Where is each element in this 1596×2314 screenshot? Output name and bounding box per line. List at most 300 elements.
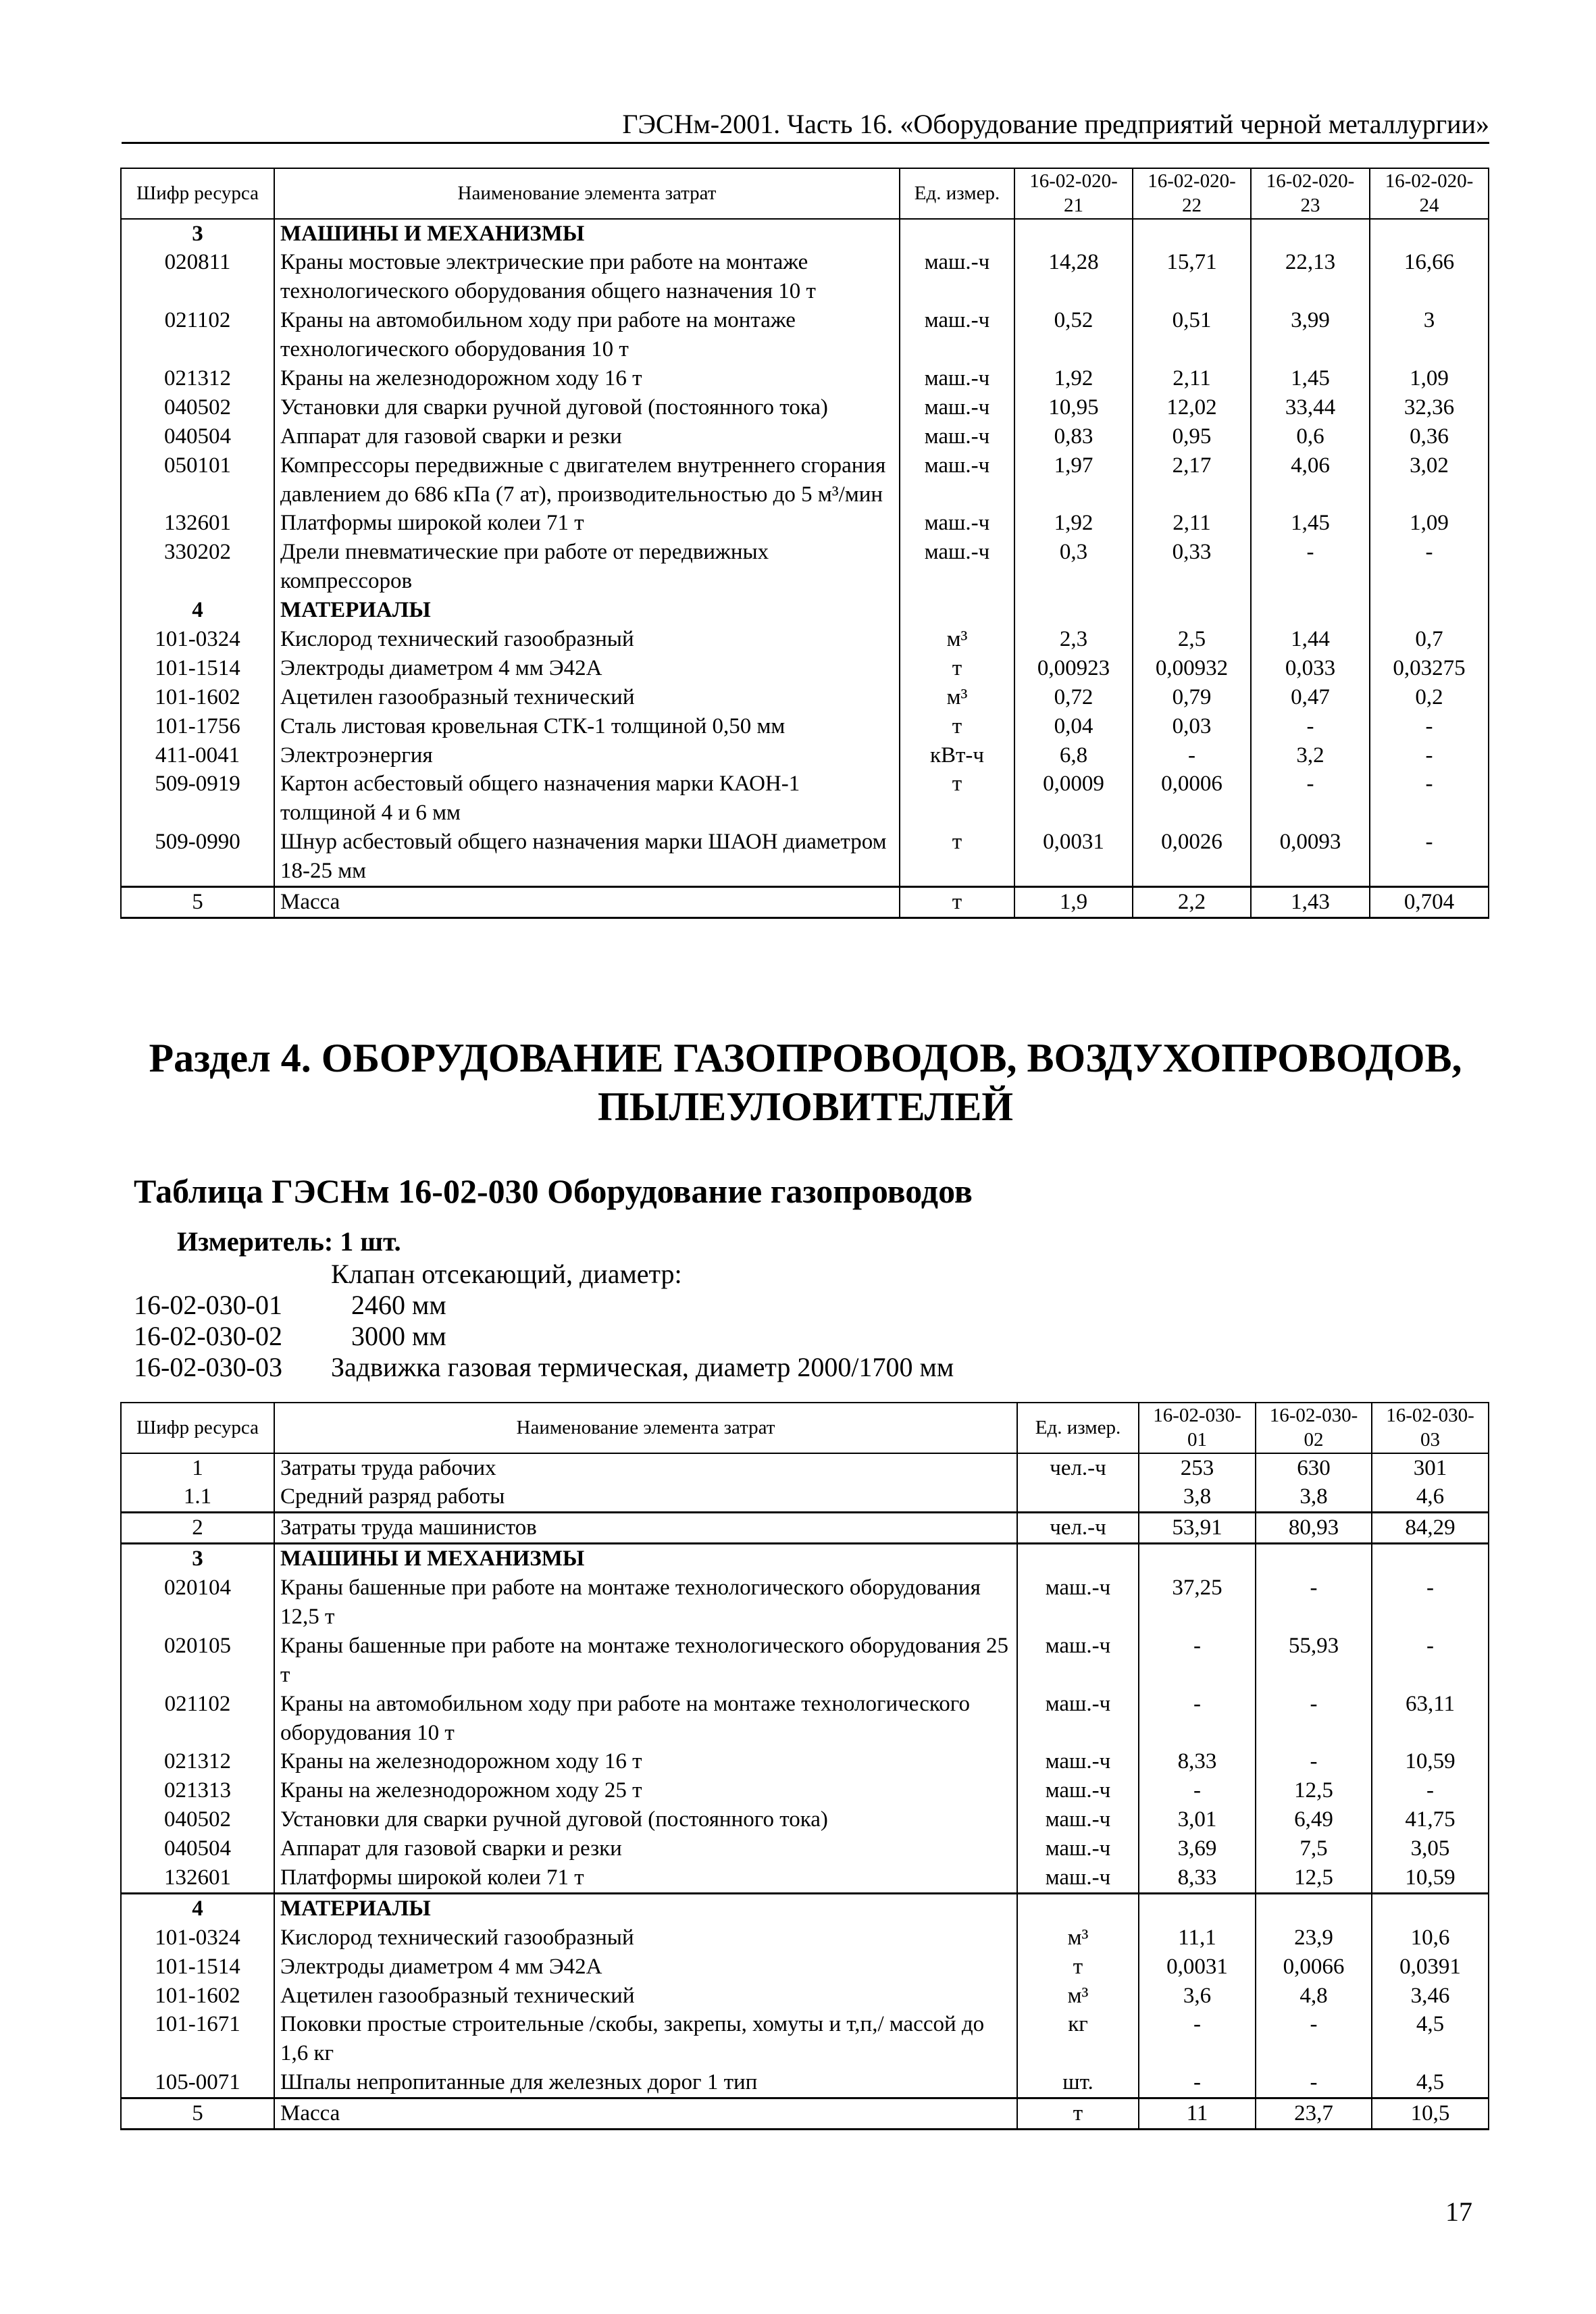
cost-element-cell: Электроды диаметром 4 мм Э42А bbox=[274, 1953, 1017, 1982]
item-text: 3000 мм bbox=[351, 1321, 446, 1351]
resource-code-cell: 101-1756 bbox=[121, 712, 274, 741]
cost-element-cell: Краны на автомобильном ходу при работе на монтаже технологического оборудования 10 т bbox=[274, 306, 900, 364]
value-cell: - bbox=[1256, 2068, 1372, 2098]
cost-element-cell: Краны на железнодорожном ходу 16 т bbox=[274, 364, 900, 393]
unit-cell: чел.-ч bbox=[1017, 1513, 1139, 1544]
unit-cell: т bbox=[900, 712, 1014, 741]
cost-element-cell: Масса bbox=[274, 886, 900, 917]
value-cell bbox=[1256, 1544, 1372, 1574]
value-cell: 3,6 bbox=[1139, 1982, 1256, 2011]
value-cell: 2,2 bbox=[1133, 886, 1251, 917]
cost-element-cell: Шнур асбестовый общего назначения марки ШАОН диаметром 18-25 мм bbox=[274, 828, 900, 886]
resource-code-cell: 3 bbox=[121, 1544, 274, 1574]
value-cell: 63,11 bbox=[1372, 1690, 1489, 1748]
unit-cell: шт. bbox=[1017, 2068, 1139, 2098]
value-cell: - bbox=[1256, 2010, 1372, 2068]
value-cell bbox=[1133, 219, 1251, 249]
cost-element-cell: МАШИНЫ И МЕХАНИЗМЫ bbox=[274, 1544, 1017, 1574]
value-cell: 0,0093 bbox=[1251, 828, 1370, 886]
unit-cell: чел.-ч bbox=[1017, 1453, 1139, 1483]
section-title: Раздел 4. ОБОРУДОВАНИЕ ГАЗОПРОВОДОВ, ВОЗДУХОПРОВОДОВ, ПЫЛЕУЛОВИТЕЛЕЙ bbox=[149, 1036, 1462, 1129]
cost-element-cell: Электроэнергия bbox=[274, 741, 900, 770]
resource-code-cell: 101-1671 bbox=[121, 2010, 274, 2068]
table-row bbox=[121, 1544, 1489, 1574]
value-cell: 0,6 bbox=[1251, 422, 1370, 451]
table-row bbox=[121, 596, 1489, 625]
table-row bbox=[121, 2098, 1489, 2130]
unit-cell bbox=[900, 596, 1014, 625]
resource-code-cell: 3 bbox=[121, 219, 274, 249]
value-cell: 3,2 bbox=[1251, 741, 1370, 770]
value-cell bbox=[1133, 596, 1251, 625]
value-cell: - bbox=[1370, 538, 1489, 596]
unit-cell: м³ bbox=[1017, 1923, 1139, 1953]
unit-cell: т bbox=[900, 654, 1014, 683]
value-cell: - bbox=[1372, 1776, 1489, 1805]
unit-cell: маш.-ч bbox=[1017, 1863, 1139, 1893]
table-row bbox=[121, 1482, 1489, 1512]
cost-element-cell: Масса bbox=[274, 2098, 1017, 2130]
resource-code-cell: 101-0324 bbox=[121, 625, 274, 654]
resource-code-cell: 021102 bbox=[121, 1690, 274, 1748]
value-cell: 0,3 bbox=[1014, 538, 1133, 596]
resource-code-cell: 021312 bbox=[121, 364, 274, 393]
unit-cell: т bbox=[900, 828, 1014, 886]
unit-cell: кВт-ч bbox=[900, 741, 1014, 770]
col-header-name: Наименование элемента затрат bbox=[274, 168, 900, 219]
value-cell bbox=[1139, 1544, 1256, 1574]
cost-element-cell: Краны мостовые электрические при работе на монтаже технологического оборудования общего назначения 10 т bbox=[274, 248, 900, 306]
resource-code-cell: 020104 bbox=[121, 1574, 274, 1632]
value-cell: 3,8 bbox=[1139, 1482, 1256, 1512]
value-cell: 23,7 bbox=[1256, 2098, 1372, 2130]
table-row bbox=[121, 712, 1489, 741]
unit-cell: маш.-ч bbox=[900, 422, 1014, 451]
item-code: 16-02-030-01 bbox=[134, 1290, 282, 1320]
col-header-unit: Ед. измер. bbox=[900, 168, 1014, 219]
resource-code-cell: 101-1602 bbox=[121, 683, 274, 712]
value-cell bbox=[1251, 219, 1370, 249]
value-cell: 0,95 bbox=[1133, 422, 1251, 451]
value-cell: - bbox=[1370, 712, 1489, 741]
resource-code-cell: 021312 bbox=[121, 1747, 274, 1776]
value-cell: 15,71 bbox=[1133, 248, 1251, 306]
value-cell: 7,5 bbox=[1256, 1834, 1372, 1863]
unit-cell: маш.-ч bbox=[1017, 1776, 1139, 1805]
table-row bbox=[121, 1893, 1489, 1923]
value-cell: 10,95 bbox=[1014, 393, 1133, 422]
unit-cell: маш.-ч bbox=[900, 364, 1014, 393]
value-cell: - bbox=[1251, 770, 1370, 828]
value-cell: - bbox=[1139, 1632, 1256, 1690]
unit-cell: маш.-ч bbox=[1017, 1690, 1139, 1748]
table-row bbox=[121, 1863, 1489, 1893]
resource-code-cell: 105-0071 bbox=[121, 2068, 274, 2098]
resource-code-cell: 509-0919 bbox=[121, 770, 274, 828]
cost-element-cell: Картон асбестовый общего назначения марки КАОН-1 толщиной 4 и 6 мм bbox=[274, 770, 900, 828]
value-cell: 2,5 bbox=[1133, 625, 1251, 654]
table1-body bbox=[121, 219, 1489, 918]
resource-code-cell: 101-1514 bbox=[121, 1953, 274, 1982]
resource-code-cell: 5 bbox=[121, 2098, 274, 2130]
unit-cell: маш.-ч bbox=[900, 248, 1014, 306]
unit-cell: маш.-ч bbox=[1017, 1747, 1139, 1776]
table-row bbox=[121, 1923, 1489, 1953]
value-cell: 1,92 bbox=[1014, 509, 1133, 538]
table-row bbox=[121, 741, 1489, 770]
value-cell: 16,66 bbox=[1370, 248, 1489, 306]
value-cell: 6,49 bbox=[1256, 1805, 1372, 1834]
value-cell bbox=[1370, 596, 1489, 625]
value-cell: - bbox=[1256, 1574, 1372, 1632]
resource-code-cell: 021102 bbox=[121, 306, 274, 364]
value-cell: 1,92 bbox=[1014, 364, 1133, 393]
value-cell: 2,17 bbox=[1133, 451, 1251, 509]
value-cell: - bbox=[1139, 1776, 1256, 1805]
col-header-030-02: 16-02-030-02 bbox=[1256, 1403, 1372, 1453]
value-cell: 2,11 bbox=[1133, 364, 1251, 393]
value-cell bbox=[1014, 596, 1133, 625]
table-row bbox=[121, 1776, 1489, 1805]
resource-code-cell: 040504 bbox=[121, 1834, 274, 1863]
resource-code-cell: 132601 bbox=[121, 509, 274, 538]
value-cell: 84,29 bbox=[1372, 1513, 1489, 1544]
table-row bbox=[121, 422, 1489, 451]
col-header-code: Шифр ресурса bbox=[121, 168, 274, 219]
cost-element-cell: МАШИНЫ И МЕХАНИЗМЫ bbox=[274, 219, 900, 249]
unit-cell: т bbox=[900, 770, 1014, 828]
col-header-code: Шифр ресурса bbox=[121, 1403, 274, 1453]
table-row bbox=[121, 538, 1489, 596]
resource-code-cell: 020105 bbox=[121, 1632, 274, 1690]
value-cell: - bbox=[1372, 1574, 1489, 1632]
resource-code-cell: 4 bbox=[121, 596, 274, 625]
value-cell: 3,8 bbox=[1256, 1482, 1372, 1512]
value-cell: 1,43 bbox=[1251, 886, 1370, 917]
value-cell bbox=[1139, 1893, 1256, 1923]
value-cell: 0,51 bbox=[1133, 306, 1251, 364]
value-cell: 11 bbox=[1139, 2098, 1256, 2130]
cost-element-cell: Установки для сварки ручной дуговой (постоянного тока) bbox=[274, 393, 900, 422]
value-cell: 33,44 bbox=[1251, 393, 1370, 422]
resource-code-cell: 1.1 bbox=[121, 1482, 274, 1512]
unit-cell: маш.-ч bbox=[1017, 1574, 1139, 1632]
value-cell: 0,04 bbox=[1014, 712, 1133, 741]
value-cell: 12,5 bbox=[1256, 1776, 1372, 1805]
resource-code-cell: 5 bbox=[121, 886, 274, 917]
item-text: 2460 мм bbox=[351, 1290, 446, 1320]
cost-element-cell: Платформы широкой колеи 71 т bbox=[274, 509, 900, 538]
value-cell bbox=[1256, 1893, 1372, 1923]
resource-code-cell: 132601 bbox=[121, 1863, 274, 1893]
resource-code-cell: 330202 bbox=[121, 538, 274, 596]
table-row bbox=[121, 2010, 1489, 2068]
value-cell: 0,0031 bbox=[1014, 828, 1133, 886]
table-title: Таблица ГЭСНм 16-02-030 Оборудование газопроводов bbox=[134, 1172, 973, 1210]
col-header-name: Наименование элемента затрат bbox=[274, 1403, 1017, 1453]
value-cell: 0,0006 bbox=[1133, 770, 1251, 828]
cost-element-cell: Ацетилен газообразный технический bbox=[274, 683, 900, 712]
value-cell: 253 bbox=[1139, 1453, 1256, 1483]
value-cell: 37,25 bbox=[1139, 1574, 1256, 1632]
cost-element-cell: Ацетилен газообразный технический bbox=[274, 1982, 1017, 2011]
value-cell: 0,033 bbox=[1251, 654, 1370, 683]
value-cell: 0,00923 bbox=[1014, 654, 1133, 683]
table-row bbox=[121, 248, 1489, 306]
value-cell: 3,46 bbox=[1372, 1982, 1489, 2011]
cost-element-cell: Кислород технический газообразный bbox=[274, 625, 900, 654]
value-cell: 0,03 bbox=[1133, 712, 1251, 741]
table-row bbox=[121, 770, 1489, 828]
table-row bbox=[121, 625, 1489, 654]
table-row bbox=[121, 1747, 1489, 1776]
resource-code-cell: 101-1602 bbox=[121, 1982, 274, 2011]
value-cell: 1,9 bbox=[1014, 886, 1133, 917]
table-row bbox=[121, 509, 1489, 538]
table-row bbox=[121, 219, 1489, 249]
value-cell: 0,33 bbox=[1133, 538, 1251, 596]
value-cell: 4,8 bbox=[1256, 1982, 1372, 2011]
cost-element-cell: Установки для сварки ручной дуговой (постоянного тока) bbox=[274, 1805, 1017, 1834]
value-cell: - bbox=[1139, 1690, 1256, 1748]
table-row bbox=[121, 1453, 1489, 1483]
resource-code-cell: 040504 bbox=[121, 422, 274, 451]
value-cell: 0,36 bbox=[1370, 422, 1489, 451]
col-header-020-22: 16-02-020-22 bbox=[1133, 168, 1251, 219]
col-header-030-03: 16-02-030-03 bbox=[1372, 1403, 1489, 1453]
value-cell: 3,01 bbox=[1139, 1805, 1256, 1834]
value-cell: - bbox=[1251, 538, 1370, 596]
value-cell: 301 bbox=[1372, 1453, 1489, 1483]
value-cell: 0,0066 bbox=[1256, 1953, 1372, 1982]
measure-unit: Измеритель: 1 шт. bbox=[177, 1226, 401, 1257]
unit-cell: маш.-ч bbox=[900, 451, 1014, 509]
col-header-030-01: 16-02-030-01 bbox=[1139, 1403, 1256, 1453]
value-cell: 0,0391 bbox=[1372, 1953, 1489, 1982]
resource-table-16-02-030 bbox=[120, 1402, 1489, 2130]
value-cell: 0,47 bbox=[1251, 683, 1370, 712]
value-cell: - bbox=[1133, 741, 1251, 770]
table-row bbox=[121, 828, 1489, 886]
resource-table-16-02-020 bbox=[120, 168, 1489, 919]
cost-element-cell: Электроды диаметром 4 мм Э42А bbox=[274, 654, 900, 683]
value-cell: 1,09 bbox=[1370, 364, 1489, 393]
value-cell: 3,02 bbox=[1370, 451, 1489, 509]
value-cell: 0,0009 bbox=[1014, 770, 1133, 828]
table-row bbox=[121, 1953, 1489, 1982]
unit-cell: маш.-ч bbox=[1017, 1805, 1139, 1834]
value-cell: - bbox=[1370, 828, 1489, 886]
value-cell: 1,97 bbox=[1014, 451, 1133, 509]
value-cell: - bbox=[1370, 741, 1489, 770]
unit-cell: т bbox=[1017, 2098, 1139, 2130]
value-cell: - bbox=[1251, 712, 1370, 741]
table-row bbox=[121, 1690, 1489, 1748]
table-row bbox=[121, 654, 1489, 683]
cost-element-cell: Кислород технический газообразный bbox=[274, 1923, 1017, 1953]
value-cell: 22,13 bbox=[1251, 248, 1370, 306]
col-header-020-21: 16-02-020-21 bbox=[1014, 168, 1133, 219]
resource-code-cell: 021313 bbox=[121, 1776, 274, 1805]
value-cell bbox=[1251, 596, 1370, 625]
unit-cell: маш.-ч bbox=[900, 393, 1014, 422]
value-cell: 0,72 bbox=[1014, 683, 1133, 712]
unit-cell: маш.-ч bbox=[900, 538, 1014, 596]
resource-code-cell: 101-1514 bbox=[121, 654, 274, 683]
item-code: 16-02-030-03 bbox=[134, 1352, 282, 1382]
cost-element-cell: Краны на автомобильном ходу при работе на монтаже технологического оборудования 10 т bbox=[274, 1690, 1017, 1748]
value-cell: 0,00932 bbox=[1133, 654, 1251, 683]
cost-element-cell: Аппарат для газовой сварки и резки bbox=[274, 1834, 1017, 1863]
value-cell: 2,11 bbox=[1133, 509, 1251, 538]
resource-code-cell: 020811 bbox=[121, 248, 274, 306]
unit-cell: маш.-ч bbox=[1017, 1632, 1139, 1690]
unit-cell: кг bbox=[1017, 2010, 1139, 2068]
value-cell: 6,8 bbox=[1014, 741, 1133, 770]
resource-code-cell: 411-0041 bbox=[121, 741, 274, 770]
value-cell: 80,93 bbox=[1256, 1513, 1372, 1544]
value-cell: 1,45 bbox=[1251, 364, 1370, 393]
unit-cell: т bbox=[1017, 1953, 1139, 1982]
value-cell: 4,5 bbox=[1372, 2068, 1489, 2098]
group-caption: Клапан отсекающий, диаметр: bbox=[331, 1259, 682, 1289]
value-cell: 10,59 bbox=[1372, 1747, 1489, 1776]
value-cell: 0,7 bbox=[1370, 625, 1489, 654]
value-cell: 8,33 bbox=[1139, 1863, 1256, 1893]
value-cell: - bbox=[1139, 2068, 1256, 2098]
unit-cell bbox=[1017, 1893, 1139, 1923]
value-cell: - bbox=[1372, 1632, 1489, 1690]
unit-cell: м³ bbox=[900, 683, 1014, 712]
value-cell bbox=[1372, 1544, 1489, 1574]
cost-element-cell: МАТЕРИАЛЫ bbox=[274, 1893, 1017, 1923]
cost-element-cell: Поковки простые строительные /скобы, закрепы, хомуты и т,п,/ массой до 1,6 кг bbox=[274, 2010, 1017, 2068]
item-text: Задвижка газовая термическая, диаметр 2000/1700 мм bbox=[331, 1352, 954, 1382]
unit-cell: маш.-ч bbox=[900, 306, 1014, 364]
value-cell: 0,79 bbox=[1133, 683, 1251, 712]
col-header-unit: Ед. измер. bbox=[1017, 1403, 1139, 1453]
value-cell: 2,3 bbox=[1014, 625, 1133, 654]
unit-cell bbox=[1017, 1544, 1139, 1574]
value-cell: 3 bbox=[1370, 306, 1489, 364]
value-cell: 0,704 bbox=[1370, 886, 1489, 917]
value-cell: 1,45 bbox=[1251, 509, 1370, 538]
unit-cell: м³ bbox=[900, 625, 1014, 654]
unit-cell: т bbox=[900, 886, 1014, 917]
value-cell: 14,28 bbox=[1014, 248, 1133, 306]
resource-code-cell: 2 bbox=[121, 1513, 274, 1544]
value-cell: 53,91 bbox=[1139, 1513, 1256, 1544]
value-cell: 4,5 bbox=[1372, 2010, 1489, 2068]
value-cell: 55,93 bbox=[1256, 1632, 1372, 1690]
unit-cell: м³ bbox=[1017, 1982, 1139, 2011]
cost-element-cell: Средний разряд работы bbox=[274, 1482, 1017, 1512]
resource-code-cell: 050101 bbox=[121, 451, 274, 509]
value-cell: 10,59 bbox=[1372, 1863, 1489, 1893]
value-cell: 4,06 bbox=[1251, 451, 1370, 509]
cost-element-cell: Затраты труда рабочих bbox=[274, 1453, 1017, 1483]
cost-element-cell: Шпалы непропитанные для железных дорог 1 тип bbox=[274, 2068, 1017, 2098]
value-cell: 0,2 bbox=[1370, 683, 1489, 712]
table-row bbox=[121, 1805, 1489, 1834]
resource-code-cell: 1 bbox=[121, 1453, 274, 1483]
table-row bbox=[121, 1632, 1489, 1690]
value-cell: 10,5 bbox=[1372, 2098, 1489, 2130]
value-cell: 12,5 bbox=[1256, 1863, 1372, 1893]
running-header: ГЭСНм-2001. Часть 16. «Оборудование предприятий черной металлургии» bbox=[122, 107, 1489, 144]
cost-element-cell: Краны башенные при работе на монтаже технологического оборудования 12,5 т bbox=[274, 1574, 1017, 1632]
table-row bbox=[121, 1513, 1489, 1544]
value-cell: - bbox=[1256, 1690, 1372, 1748]
resource-code-cell: 4 bbox=[121, 1893, 274, 1923]
value-cell: 32,36 bbox=[1370, 393, 1489, 422]
value-cell bbox=[1014, 219, 1133, 249]
resource-code-cell: 040502 bbox=[121, 1805, 274, 1834]
value-cell: 3,99 bbox=[1251, 306, 1370, 364]
col-header-020-24: 16-02-020-24 bbox=[1370, 168, 1489, 219]
value-cell: 0,52 bbox=[1014, 306, 1133, 364]
item-code: 16-02-030-02 bbox=[134, 1321, 282, 1351]
value-cell bbox=[1370, 219, 1489, 249]
cost-element-cell: Аппарат для газовой сварки и резки bbox=[274, 422, 900, 451]
value-cell: 10,6 bbox=[1372, 1923, 1489, 1953]
value-cell: 23,9 bbox=[1256, 1923, 1372, 1953]
resource-code-cell: 509-0990 bbox=[121, 828, 274, 886]
unit-cell: маш.-ч bbox=[900, 509, 1014, 538]
resource-code-cell: 040502 bbox=[121, 393, 274, 422]
cost-element-cell: Дрели пневматические при работе от передвижных компрессоров bbox=[274, 538, 900, 596]
cost-element-cell: Платформы широкой колеи 71 т bbox=[274, 1863, 1017, 1893]
cost-element-cell: Затраты труда машинистов bbox=[274, 1513, 1017, 1544]
cost-element-cell: Компрессоры передвижные с двигателем внутреннего сгорания давлением до 686 кПа (7 ат), производительностью до 5 м³/мин bbox=[274, 451, 900, 509]
unit-cell: маш.-ч bbox=[1017, 1834, 1139, 1863]
value-cell: 0,03275 bbox=[1370, 654, 1489, 683]
table-row bbox=[121, 1982, 1489, 2011]
value-cell: - bbox=[1370, 770, 1489, 828]
cost-element-cell: Краны башенные при работе на монтаже технологического оборудования 25 т bbox=[274, 1632, 1017, 1690]
resource-code-cell: 101-0324 bbox=[121, 1923, 274, 1953]
unit-cell bbox=[1017, 1482, 1139, 1512]
value-cell: 1,09 bbox=[1370, 509, 1489, 538]
value-cell: 1,44 bbox=[1251, 625, 1370, 654]
page-number: 17 bbox=[1445, 2196, 1472, 2227]
value-cell: 3,69 bbox=[1139, 1834, 1256, 1863]
value-cell: 3,05 bbox=[1372, 1834, 1489, 1863]
table-row bbox=[121, 306, 1489, 364]
table-row bbox=[121, 2068, 1489, 2098]
cost-element-cell: МАТЕРИАЛЫ bbox=[274, 596, 900, 625]
value-cell: 630 bbox=[1256, 1453, 1372, 1483]
value-cell: 41,75 bbox=[1372, 1805, 1489, 1834]
value-cell: 4,6 bbox=[1372, 1482, 1489, 1512]
value-cell: - bbox=[1256, 1747, 1372, 1776]
table-row bbox=[121, 451, 1489, 509]
table2-body bbox=[121, 1453, 1489, 2130]
table-row bbox=[121, 1574, 1489, 1632]
value-cell: 0,83 bbox=[1014, 422, 1133, 451]
cost-element-cell: Краны на железнодорожном ходу 25 т bbox=[274, 1776, 1017, 1805]
value-cell: 0,0031 bbox=[1139, 1953, 1256, 1982]
col-header-020-23: 16-02-020-23 bbox=[1251, 168, 1370, 219]
table-row bbox=[121, 886, 1489, 917]
cost-element-cell: Краны на железнодорожном ходу 16 т bbox=[274, 1747, 1017, 1776]
value-cell: 12,02 bbox=[1133, 393, 1251, 422]
table-row bbox=[121, 683, 1489, 712]
value-cell: 0,0026 bbox=[1133, 828, 1251, 886]
unit-cell bbox=[900, 219, 1014, 249]
value-cell bbox=[1372, 1893, 1489, 1923]
value-cell: 8,33 bbox=[1139, 1747, 1256, 1776]
